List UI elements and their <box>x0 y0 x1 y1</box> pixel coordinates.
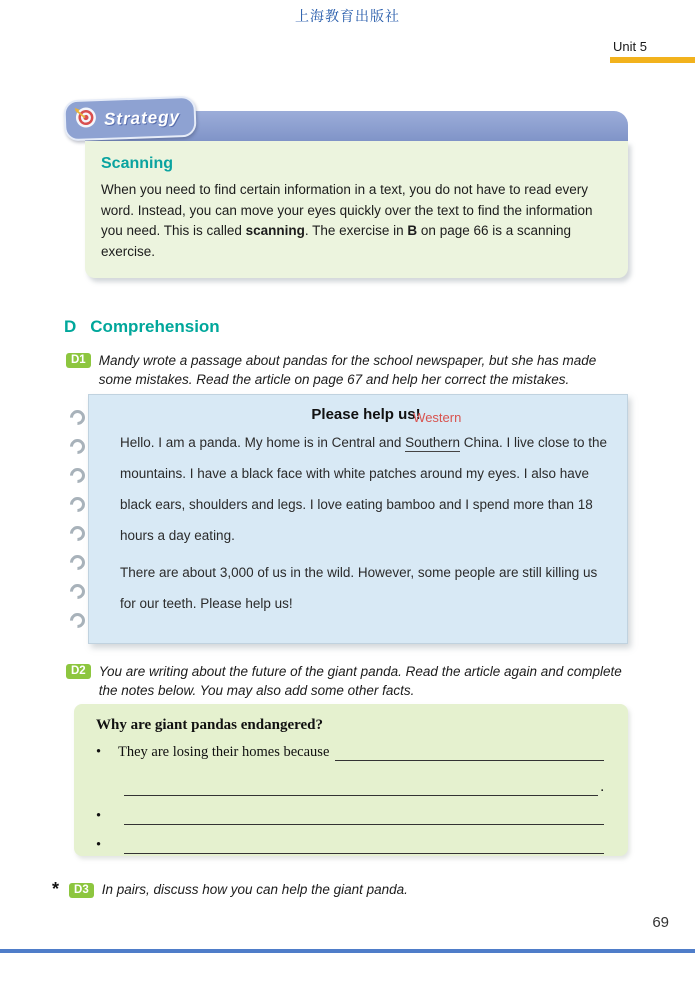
notes-bullet-1 <box>96 744 604 761</box>
d3-badge: D3 <box>69 883 94 898</box>
exercise-d3 <box>52 879 632 900</box>
unit-label: Unit 5 <box>613 39 647 54</box>
blank-line <box>124 779 598 796</box>
bullet-1-text: They are losing their homes because <box>118 744 330 760</box>
strategy-title: Scanning <box>101 155 174 172</box>
note-paragraph-2: There are about 3,000 of us in the wild. However, some people are still killing us for our teeth. Please help us! <box>120 565 598 611</box>
corrected-word: Southern <box>405 435 460 450</box>
spiral-ring <box>67 436 88 457</box>
d1-badge: D1 <box>66 353 91 368</box>
spiral-ring <box>67 610 88 631</box>
spiral-binding <box>70 410 102 628</box>
bullet-icon: • <box>96 808 102 824</box>
page-number: 69 <box>652 914 669 931</box>
note-content <box>120 406 612 619</box>
d1-instruction: Mandy wrote a passage about pandas for the school newspaper, but she has made some mistakes. Read the article on page 67 and help her correct the mistakes. <box>98 353 597 387</box>
spiral-ring <box>67 407 88 428</box>
notes-box-title: Why are giant pandas endangered? <box>96 717 323 733</box>
optional-star: * <box>52 879 60 899</box>
notes-box <box>74 704 628 856</box>
blank-line <box>124 837 604 854</box>
teacher-correction <box>405 410 462 458</box>
spiral-ring <box>67 581 88 602</box>
notes-bullet-1-continuation <box>118 779 604 796</box>
unit-accent-bar <box>610 57 695 63</box>
notes-bullet-2 <box>96 808 604 825</box>
bullet-1-period: . <box>600 779 604 795</box>
target-icon <box>74 105 99 135</box>
publisher-name: 上海教育出版社 <box>295 8 400 24</box>
notes-bullet-3 <box>96 837 604 854</box>
bullet-icon: • <box>96 837 102 853</box>
note-title: Please help us! <box>311 406 421 423</box>
d2-instruction: You are writing about the future of the giant panda. Read the article again and complete the notes below. You may also add some other facts. <box>98 664 622 698</box>
blank-line <box>124 808 604 825</box>
strategy-ribbon-label: Strategy <box>103 106 181 129</box>
section-heading <box>64 317 220 337</box>
strategy-ribbon-badge <box>63 96 196 142</box>
d3-instruction: In pairs, discuss how you can help the giant panda. <box>101 882 408 897</box>
section-title: Comprehension <box>90 317 220 336</box>
blank-line <box>335 744 604 761</box>
footer-rule <box>0 949 695 953</box>
section-letter: D <box>64 317 77 336</box>
exercise-d1 <box>66 351 632 389</box>
spiral-ring <box>67 552 88 573</box>
bullet-icon: • <box>96 744 102 760</box>
correction-word: Western <box>413 410 462 425</box>
d2-badge: D2 <box>66 664 91 679</box>
spiral-ring <box>67 494 88 515</box>
note-paragraph-1: Hello. I am a panda. My home is in Central and Western Southern China. I live close to the mountains. I have a black face with white patches around my eyes. I also have black ears, shoulders and legs. I love eating bamboo and I spend more than 18 hours a day eating. <box>120 410 608 543</box>
strategy-box <box>85 141 628 278</box>
spiral-ring <box>67 523 88 544</box>
panda-note-box <box>66 394 628 644</box>
spiral-ring <box>67 465 88 486</box>
exercise-d2 <box>66 662 632 700</box>
strategy-body: When you need to find certain information in a text, you do not have to read every word. Instead, you can move your eyes quickly over the text to find the information you need. This is called scanning. The exercise in B on page 66 is a scanning exercise. <box>101 182 593 259</box>
